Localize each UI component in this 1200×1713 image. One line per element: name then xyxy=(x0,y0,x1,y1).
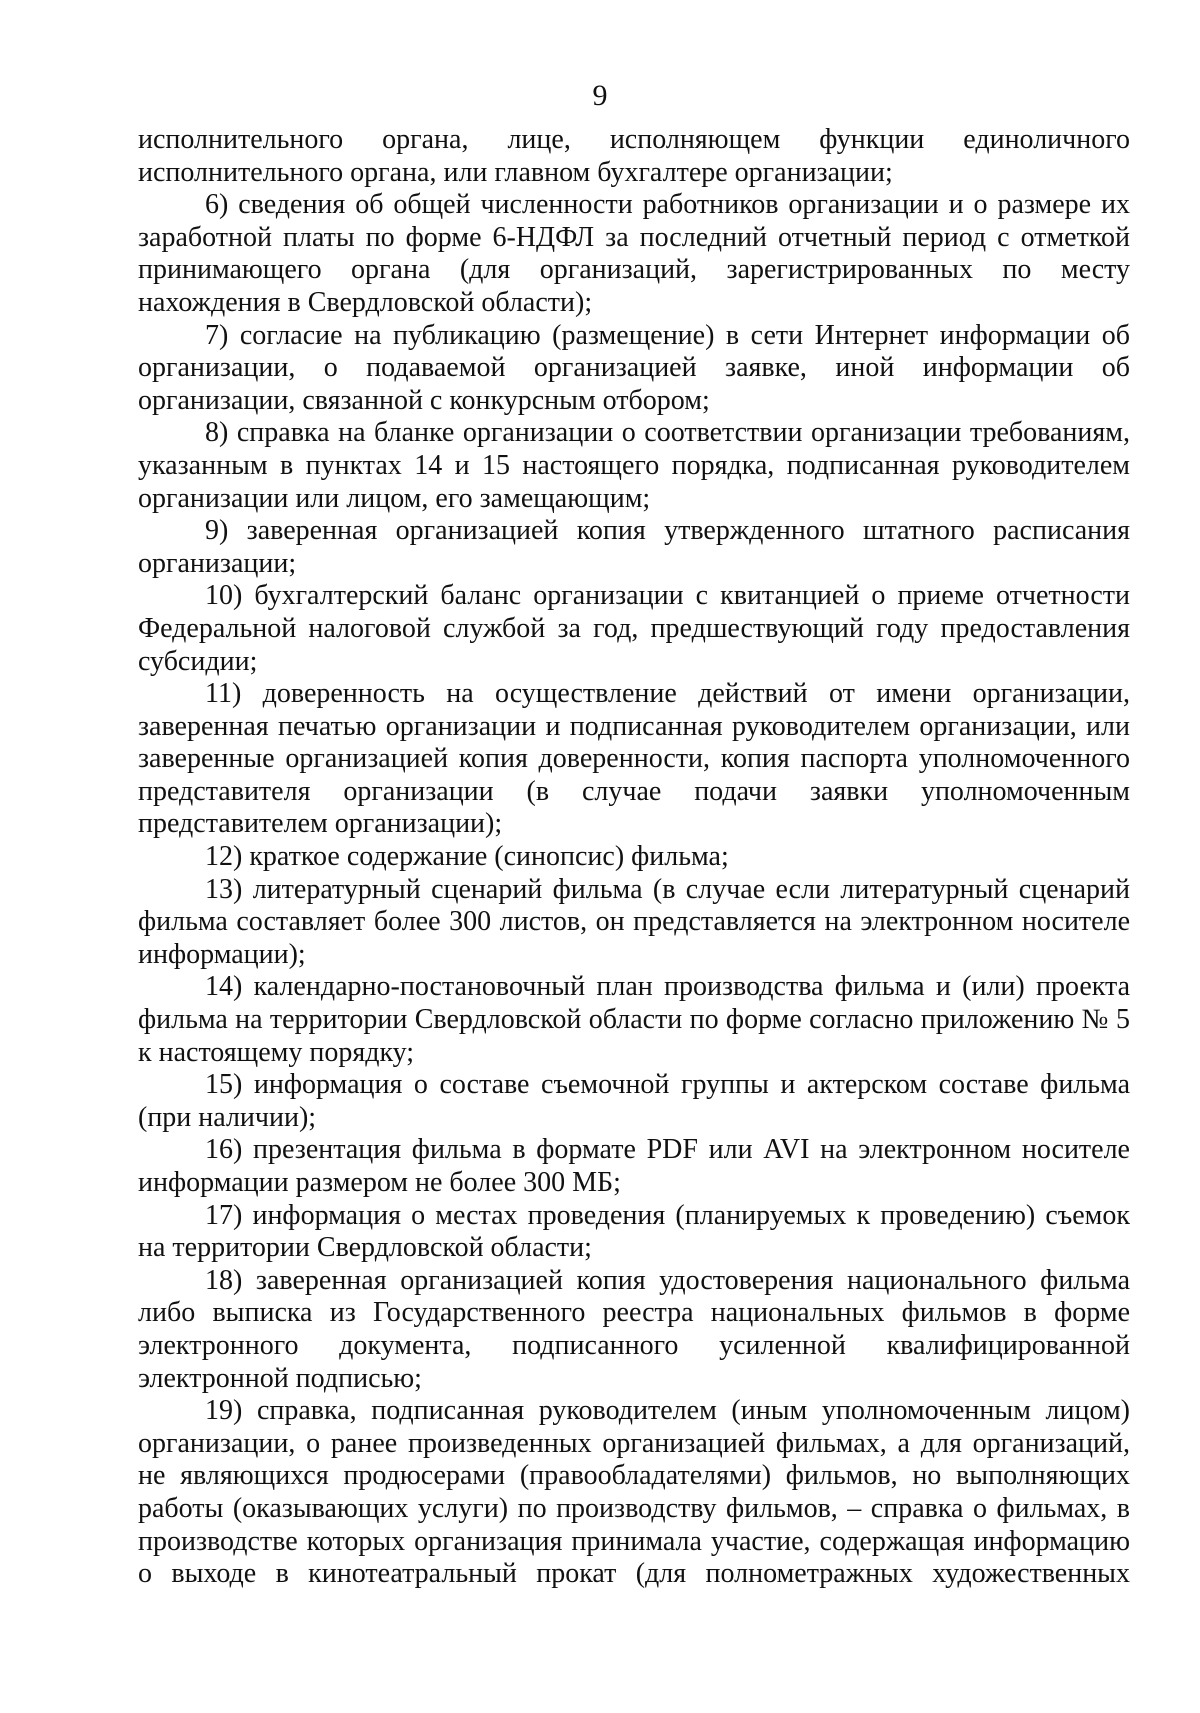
paragraph-continuation: исполнительного органа, лице, исполняющем функции единоличного исполнительного органа, или главном бухгалтере организации; xyxy=(138,124,1130,188)
list-item-10: 10) бухгалтерский баланс организации с квитанцией о приеме отчетности Федеральной налоговой службой за год, предшествующий году предоставления субсидии; xyxy=(138,580,1130,677)
list-item-17: 17) информация о местах проведения (планируемых к проведению) съемок на территории Свердловской области; xyxy=(138,1199,1130,1264)
list-item-11: 11) доверенность на осуществление действий от имени организации, заверенная печатью организации и подписанная руководителем организации, или заверенные организацией копия доверенности, копия паспорта уполномоченного представителя организации (в случае подачи заявки уполномоченным представителем организации); xyxy=(138,678,1130,840)
list-item-13: 13) литературный сценарий фильма (в случае если литературный сценарий фильма составляет более 300 листов, он представляется на электронном носителе информации); xyxy=(138,873,1130,970)
list-item-15: 15) информация о составе съемочной группы и актерском составе фильма (при наличии); xyxy=(138,1069,1130,1133)
list-item-18: 18) заверенная организацией копия удостоверения национального фильма либо выписка из Государственного реестра национальных фильмов в форме электронного документа, подписанного усиленной квалифицированной электронной подписью; xyxy=(138,1264,1130,1394)
list-item-16: 16) презентация фильма в формате PDF или AVI на электронном носителе информации размером не более 300 МБ; xyxy=(138,1134,1130,1198)
list-item-7: 7) согласие на публикацию (размещение) в сети Интернет информации об организации, о подаваемой организацией заявке, иной информации об организации, связанной с конкурсным отбором; xyxy=(138,319,1130,416)
list-item-9: 9) заверенная организацией копия утвержденного штатного расписания организации; xyxy=(138,515,1130,579)
list-item-6: 6) сведения об общей численности работников организации и о размере их заработной платы по форме 6-НДФЛ за последний отчетный период с отметкой принимающего органа (для организаций, зарегистрированных по месту нахождения в Свердловской области); xyxy=(138,189,1130,318)
list-item-19: 19) справка, подписанная руководителем (иным уполномоченным лицом) организации, о ранее произведенных организацией фильмах, а для организаций, не являющихся продюсерами (правообладателями) фильмов, но выполняющих работы (оказывающих услуги) по производству фильмов, – справка о фильмах, в производстве которых организация принимала участие, содержащая информацию о выходе в кинотеатральный прокат (для полнометражных художественных xyxy=(138,1395,1130,1590)
list-item-12: 12) краткое содержание (синопсис) фильма; xyxy=(205,841,729,873)
list-item-14: 14) календарно-постановочный план производства фильма и (или) проекта фильма на территории Свердловской области по форме согласно приложению № 5 к настоящему порядку; xyxy=(138,971,1130,1068)
document-body xyxy=(138,124,1130,1591)
page-number: 9 xyxy=(592,79,608,112)
list-item-8: 8) справка на бланке организации о соответствии организации требованиям, указанным в пунктах 14 и 15 настоящего порядка, подписанная руководителем организации или лицом, его замещающим; xyxy=(138,417,1130,514)
